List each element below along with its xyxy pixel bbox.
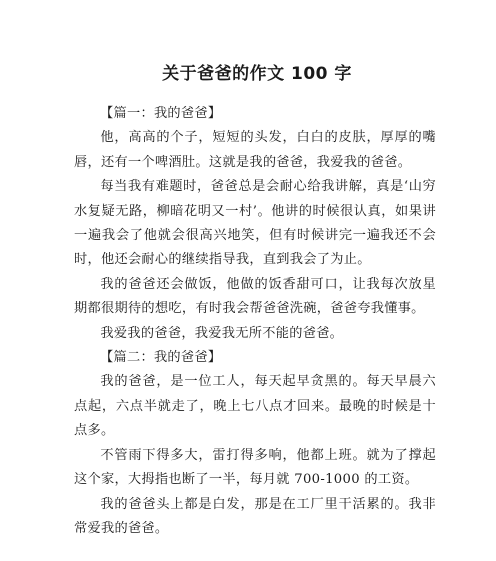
document-title: 关于爸爸的作文 100 字 bbox=[162, 64, 352, 84]
paragraph: 我的爸爸，是一位工人，每天起早贪黑的。每天早晨六点起，六点半就走了，晚上七八点才回来。最晚的时候是十点多。 bbox=[74, 374, 436, 439]
paragraph: 我的爸爸头上都是白发，那是在工厂里干活累的。我非常爱我的爸爸。 bbox=[74, 496, 436, 536]
section-1 bbox=[74, 102, 436, 346]
paragraph: 每当我有难题时，爸爸总是会耐心给我讲解，真是‘山穷水复疑无路，柳暗花明又一村’。他讲的时候很认真，如果讲一遍我会了他就会很高兴地笑，但有时候讲完一遍我还不会时，他还会耐心的继续指导我，直到我会了为止。 bbox=[74, 179, 436, 268]
section-heading: 【篇二：我的爸爸】 bbox=[100, 350, 222, 366]
section-heading: 【篇一：我的爸爸】 bbox=[100, 106, 222, 121]
paragraph: 我的爸爸还会做饭，他做的饭香甜可口，让我每次放星期都很期待的想吃，有时我会帮爸爸洗碗，爸爸夸我懂事。 bbox=[74, 276, 436, 317]
paragraph: 他，高高的个子，短短的头发，白白的皮肤，厚厚的嘴唇，还有一个啤酒肚。这就是我的爸爸，我爱我的爸爸。 bbox=[74, 130, 436, 170]
paragraph: 我爱我的爸爸，我爱我无所不能的爸爸。 bbox=[100, 325, 344, 341]
paragraph: 不管雨下得多大，雷打得多响，他都上班。就为了撑起这个家，大拇指也断了一半，每月就 700-1000 的工资。 bbox=[74, 447, 436, 488]
section-2 bbox=[74, 346, 436, 541]
